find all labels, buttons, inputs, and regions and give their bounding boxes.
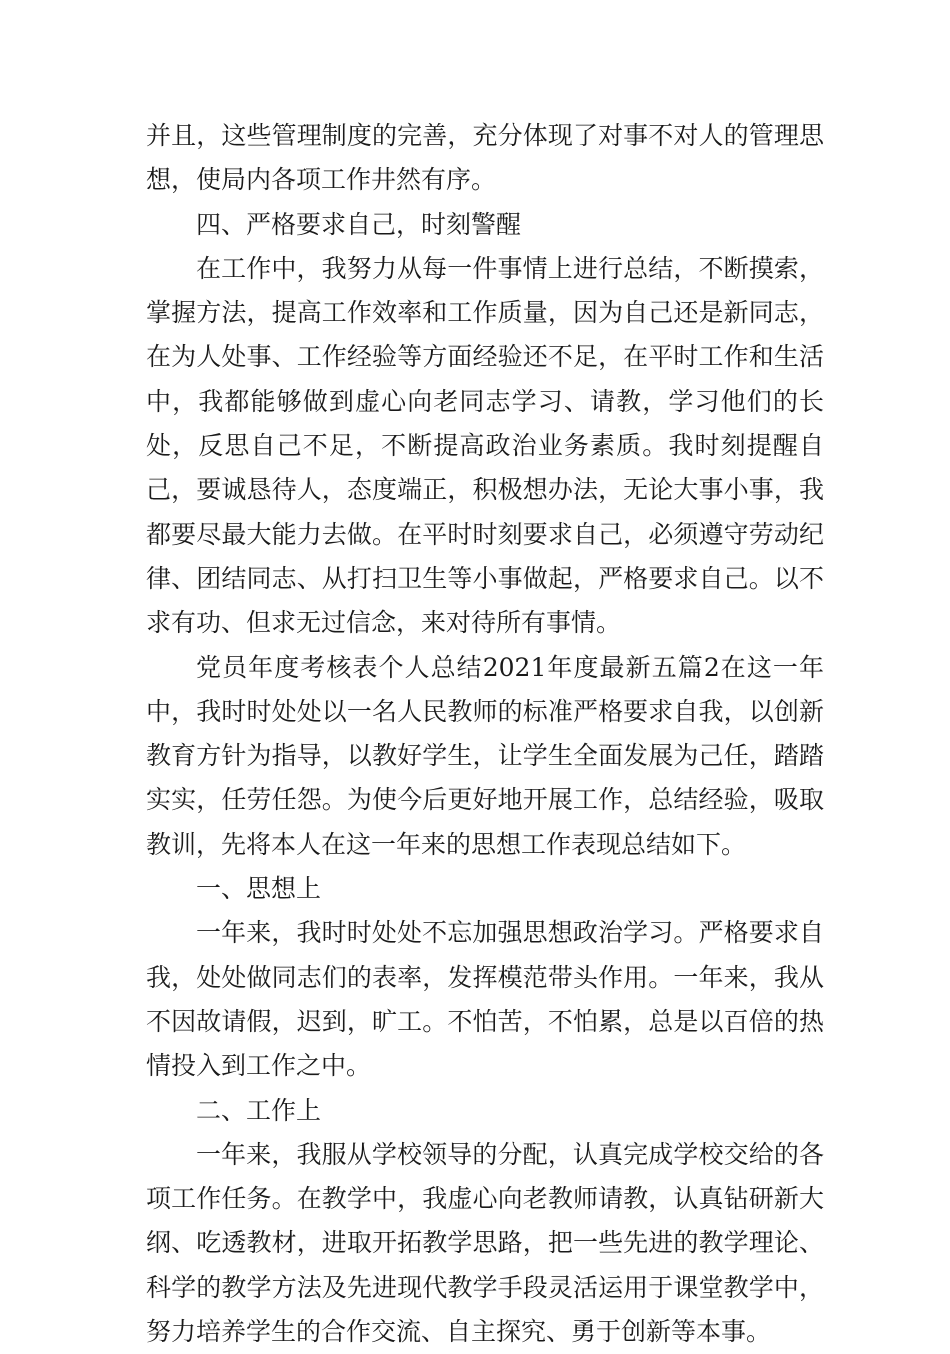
section-heading-work: 二、工作上: [196, 1095, 322, 1125]
paragraph-continuation: 并且，这些管理制度的完善，充分体现了对事不对人的管理思想，使局内各项工作井然有序。: [146, 121, 824, 195]
paragraph-summary-intro: 党员年度考核表个人总结2021年度最新五篇2在这一年中，我时时处处以一名人民教师的标准严格要求自我，以创新教育方针为指导，以教好学生，让学生全面发展为己任，踏踏实实，任劳任怨。为使今后更好地开展工作，总结经验，吸取教训，先将本人在这一年来的思想工作表现总结如下。: [146, 652, 824, 859]
section-heading-4: 四、严格要求自己，时刻警醒: [196, 209, 522, 239]
paragraph-self-discipline: 在工作中，我努力从每一件事情上进行总结，不断摸索，掌握方法，提高工作效率和工作质量，因为自己还是新同志，在为人处事、工作经验等方面经验还不足，在平时工作和生活中，我都能够做到虚心向老同志学习、请教，学习他们的长处，反思自己不足，不断提高政治业务素质。我时刻提醒自己，要诚恳待人，态度端正，积极想办法，无论大事小事，我都要尽最大能力去做。在平时时刻要求自己，必须遵守劳动纪律、团结同志、从打扫卫生等小事做起，严格要求自己。以不求有功、但求无过信念，来对待所有事情。: [146, 253, 824, 638]
section-heading-thought: 一、思想上: [196, 874, 322, 904]
paragraph-work: 一年来，我服从学校领导的分配，认真完成学校交给的各项工作任务。在教学中，我虚心向老教师请教，认真钻研新大纲、吃透教材，进取开拓教学思路，把一些先进的教学理论、科学的教学方法及先进现代教学手段灵活运用于课堂教学中，努力培养学生的合作交流、自主探究、勇于创新等本事。: [146, 1139, 824, 1347]
paragraph-thought: 一年来，我时时处处不忘加强思想政治学习。严格要求自我，处处做同志们的表率，发挥模范带头作用。一年来，我从不因故请假，迟到，旷工。不怕苦，不怕累，总是以百倍的热情投入到工作之中。: [146, 918, 824, 1081]
document-body: [146, 114, 824, 1354]
